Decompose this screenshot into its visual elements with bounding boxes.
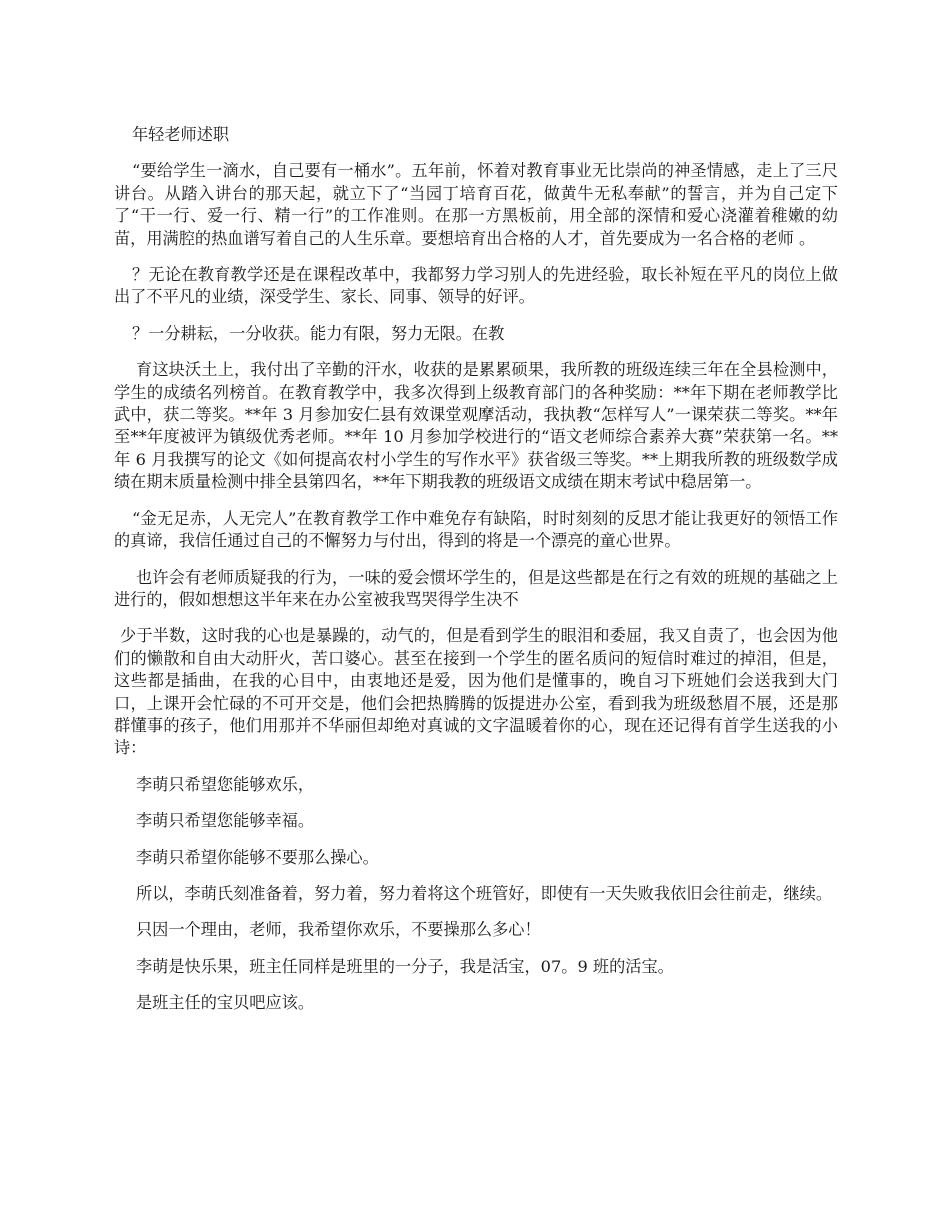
paragraph-11: 是班主任的宝贝吧应该。 (136, 993, 315, 1013)
document-page (114, 124, 838, 1029)
paragraph-3: ？一分耕耘，一分收获。能力有限，努力无限。在教 (132, 323, 505, 343)
poem-line-2: 李萌只希望您能够幸福。 (136, 811, 315, 831)
paragraph-7: 少于半数，这时我的心也是暴躁的，动气的，但是看到学生的眼泪和委屈，我又自责了，也会因为他们的懒散和自由大动肝火，苦口婆心。甚至在接到一个学生的匿名质问的短信时难过的掉泪，但是，这些都是插曲，在我的心目中，由衷地还是爱，因为他们是懂事的，晚自习下班她们会送我到大门口，上课开会忙碌的不可开交是，他们会把热腾腾的饭提进办公室，看到我为班级愁眉不展，还是那群懂事的孩子，他们用那并不华丽但却绝对真诚的文字温暖着你的心，现在还记得有首学生送我的小诗： (114, 626, 838, 758)
poem-line-1: 李萌只希望您能够欢乐， (136, 774, 315, 794)
paragraph-1: “要给学生一滴水，自己要有一桶水”。五年前，怀着对教育事业无比崇尚的神圣情感，走上了三尺讲台。从踏入讲台的那天起，就立下了“当园丁培育百花，做黄牛无私奉献”的誓言，并为自己定下了“干一行、爱一行、精一行”的工作准则。在那一方黑板前，用全部的深情和爱心浇灌着稚嫩的幼苗，用满腔的热血谱写着自己的人生乐章。要想培育出合格的人才，首先要成为一名合格的老师 。 (114, 161, 838, 248)
paragraph-8: 所以，李萌氏刻准备着，努力着，努力着将这个班管好，即使有一天失败我依旧会往前走，继续。 (136, 883, 833, 903)
paragraph-5: “金无足赤，人无完人”在教育教学工作中难免存有缺陷，时时刻刻的反思才能让我更好的领悟工作的真谛，我信任通过自己的不懈努力与付出，得到的将是一个漂亮的童心世界。 (114, 508, 838, 551)
paragraph-6: 也许会有老师质疑我的行为，一味的爱会惯坏学生的，但是这些都是在行之有效的班规的基础之上进行的，假如想想这半年来在办公室被我骂哭得学生决不 (114, 567, 838, 609)
paragraph-9: 只因一个理由，老师，我希望你欢乐，不要操那么多心！ (136, 920, 541, 940)
paragraph-2: ？无论在教育教学还是在课程改革中，我都努力学习别人的先进经验，取长补短在平凡的岗位上做出了不平凡的业绩，深受学生、家长、同事、领导的好评。 (114, 265, 838, 307)
paragraph-10: 李萌是快乐果，班主任同样是班里的一分子，我是活宝，07。9 班的活宝。 (136, 956, 674, 976)
document-title: 年轻老师述职 (132, 125, 230, 144)
poem-line-3: 李萌只希望你能够不要那么操心。 (136, 847, 379, 867)
paragraph-4: 育这块沃土上，我付出了辛勤的汗水，收获的是累累硕果，我所教的班级连续三年在全县检测中，学生的成绩名列榜首。在教育教学中，我多次得到上级教育部门的各种奖励：**年下期在老师教学比武中，获二等奖。**年 3 月参加安仁县有效课堂观摩活动，我执教“怎样写人”一课荣获二等奖。**年至**年度被评为镇级优秀老师。**年 10 月参加学校进行的“语文老师综合素养大赛”荣获第一名。**年 6 月我撰写的论文《如何提高农村小学生的写作水平》获省级三等奖。**上期我所教的班级数学成绩在期末质量检测中排全县第四名，**年下期我教的班级语文成绩在期末考试中稳居第一。 (114, 360, 838, 492)
